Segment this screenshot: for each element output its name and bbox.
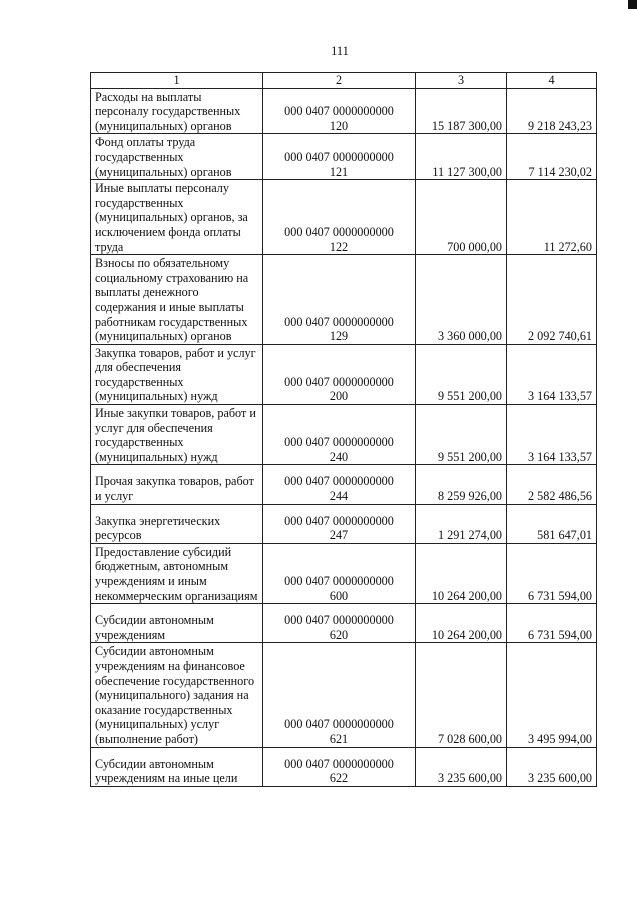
table-row bbox=[91, 747, 597, 786]
value-fact: 6 731 594,00 bbox=[507, 543, 597, 603]
code-main: 000 0407 0000000000 bbox=[284, 474, 394, 489]
row-name: Расходы на выплаты персоналу государственных (муниципальных) органов bbox=[91, 88, 263, 134]
code-main: 000 0407 0000000000 bbox=[284, 513, 394, 528]
value-fact: 9 218 243,23 bbox=[507, 88, 597, 134]
table-row bbox=[91, 504, 597, 543]
value-plan: 1 291 274,00 bbox=[416, 504, 507, 543]
code-sub: 244 bbox=[329, 489, 349, 504]
column-header: 1 bbox=[91, 73, 263, 89]
row-code bbox=[263, 344, 416, 404]
row-code bbox=[263, 405, 416, 465]
value-plan: 8 259 926,00 bbox=[416, 465, 507, 504]
code-sub: 621 bbox=[329, 731, 349, 746]
value-fact: 581 647,01 bbox=[507, 504, 597, 543]
row-code bbox=[263, 504, 416, 543]
value-plan: 3 360 000,00 bbox=[416, 255, 507, 345]
code-sub: 122 bbox=[329, 239, 349, 254]
value-fact: 3 495 994,00 bbox=[507, 643, 597, 747]
table-row bbox=[91, 465, 597, 504]
code-sub: 247 bbox=[329, 528, 349, 543]
value-fact: 7 114 230,02 bbox=[507, 134, 597, 180]
row-code bbox=[263, 543, 416, 603]
value-fact: 6 731 594,00 bbox=[507, 604, 597, 643]
code-sub: 600 bbox=[329, 588, 349, 603]
row-code bbox=[263, 255, 416, 345]
table-row bbox=[91, 643, 597, 747]
row-name: Взносы по обязательному социальному страхованию на выплаты денежного содержания и иные выплаты работникам государственных (муниципальных) органов bbox=[91, 255, 263, 345]
table-row bbox=[91, 405, 597, 465]
code-sub: 622 bbox=[329, 771, 349, 786]
column-header: 2 bbox=[263, 73, 416, 89]
row-name: Предоставление субсидий бюджетным, автономным учреждениям и иным некоммерческим организациям bbox=[91, 543, 263, 603]
code-main: 000 0407 0000000000 bbox=[284, 149, 394, 164]
row-name: Иные выплаты персоналу государственных (муниципальных) органов, за исключением фонда оплаты труда bbox=[91, 180, 263, 255]
row-code bbox=[263, 643, 416, 747]
table-row bbox=[91, 604, 597, 643]
row-name: Фонд оплаты труда государственных (муниципальных) органов bbox=[91, 134, 263, 180]
row-name: Прочая закупка товаров, работ и услуг bbox=[91, 465, 263, 504]
table-row bbox=[91, 88, 597, 134]
code-sub: 240 bbox=[329, 449, 349, 464]
column-header: 3 bbox=[416, 73, 507, 89]
page-number: 111 bbox=[331, 44, 349, 58]
value-plan: 9 551 200,00 bbox=[416, 405, 507, 465]
table-row bbox=[91, 344, 597, 404]
code-main: 000 0407 0000000000 bbox=[284, 104, 394, 119]
expenditure-table bbox=[90, 72, 597, 787]
code-sub: 120 bbox=[329, 118, 349, 133]
row-code bbox=[263, 604, 416, 643]
code-sub: 200 bbox=[329, 389, 349, 404]
row-name: Субсидии автономным учреждениям на финансовое обеспечение государственного (муниципального) задания на оказание государственных (муниципальных) услуг (выполнение работ) bbox=[91, 643, 263, 747]
value-plan: 10 264 200,00 bbox=[416, 543, 507, 603]
value-fact: 11 272,60 bbox=[507, 180, 597, 255]
row-name: Закупка энергетических ресурсов bbox=[91, 504, 263, 543]
scan-corner-mark bbox=[628, 0, 637, 9]
code-main: 000 0407 0000000000 bbox=[284, 574, 394, 588]
value-plan: 3 235 600,00 bbox=[416, 747, 507, 786]
code-main: 000 0407 0000000000 bbox=[284, 374, 394, 389]
value-plan: 15 187 300,00 bbox=[416, 88, 507, 134]
table-row bbox=[91, 180, 597, 255]
row-name: Закупка товаров, работ и услуг для обеспечения государственных (муниципальных) нужд bbox=[91, 344, 263, 404]
value-fact: 3 235 600,00 bbox=[507, 747, 597, 786]
value-plan: 9 551 200,00 bbox=[416, 344, 507, 404]
value-fact: 2 092 740,61 bbox=[507, 255, 597, 345]
row-code bbox=[263, 747, 416, 786]
value-plan: 700 000,00 bbox=[416, 180, 507, 255]
code-main: 000 0407 0000000000 bbox=[284, 613, 394, 628]
row-name: Субсидии автономным учреждениям на иные цели bbox=[91, 747, 263, 786]
row-name: Субсидии автономным учреждениям bbox=[91, 604, 263, 643]
table-row bbox=[91, 543, 597, 603]
table-header-row bbox=[91, 73, 597, 89]
row-code bbox=[263, 180, 416, 255]
column-header: 4 bbox=[507, 73, 597, 89]
code-sub: 121 bbox=[329, 164, 349, 179]
value-plan: 7 028 600,00 bbox=[416, 643, 507, 747]
row-code bbox=[263, 465, 416, 504]
code-sub: 129 bbox=[329, 329, 349, 344]
value-fact: 2 582 486,56 bbox=[507, 465, 597, 504]
value-plan: 10 264 200,00 bbox=[416, 604, 507, 643]
code-main: 000 0407 0000000000 bbox=[284, 717, 394, 732]
code-main: 000 0407 0000000000 bbox=[284, 435, 394, 450]
code-main: 000 0407 0000000000 bbox=[284, 756, 394, 771]
row-code bbox=[263, 88, 416, 134]
value-fact: 3 164 133,57 bbox=[507, 344, 597, 404]
value-fact: 3 164 133,57 bbox=[507, 405, 597, 465]
value-plan: 11 127 300,00 bbox=[416, 134, 507, 180]
code-main: 000 0407 0000000000 bbox=[284, 314, 394, 329]
code-sub: 620 bbox=[329, 627, 349, 642]
row-name: Иные закупки товаров, работ и услуг для обеспечения государственных (муниципальных) нужд bbox=[91, 405, 263, 465]
code-main: 000 0407 0000000000 bbox=[284, 224, 394, 239]
table-row bbox=[91, 134, 597, 180]
row-code bbox=[263, 134, 416, 180]
table-row bbox=[91, 255, 597, 345]
